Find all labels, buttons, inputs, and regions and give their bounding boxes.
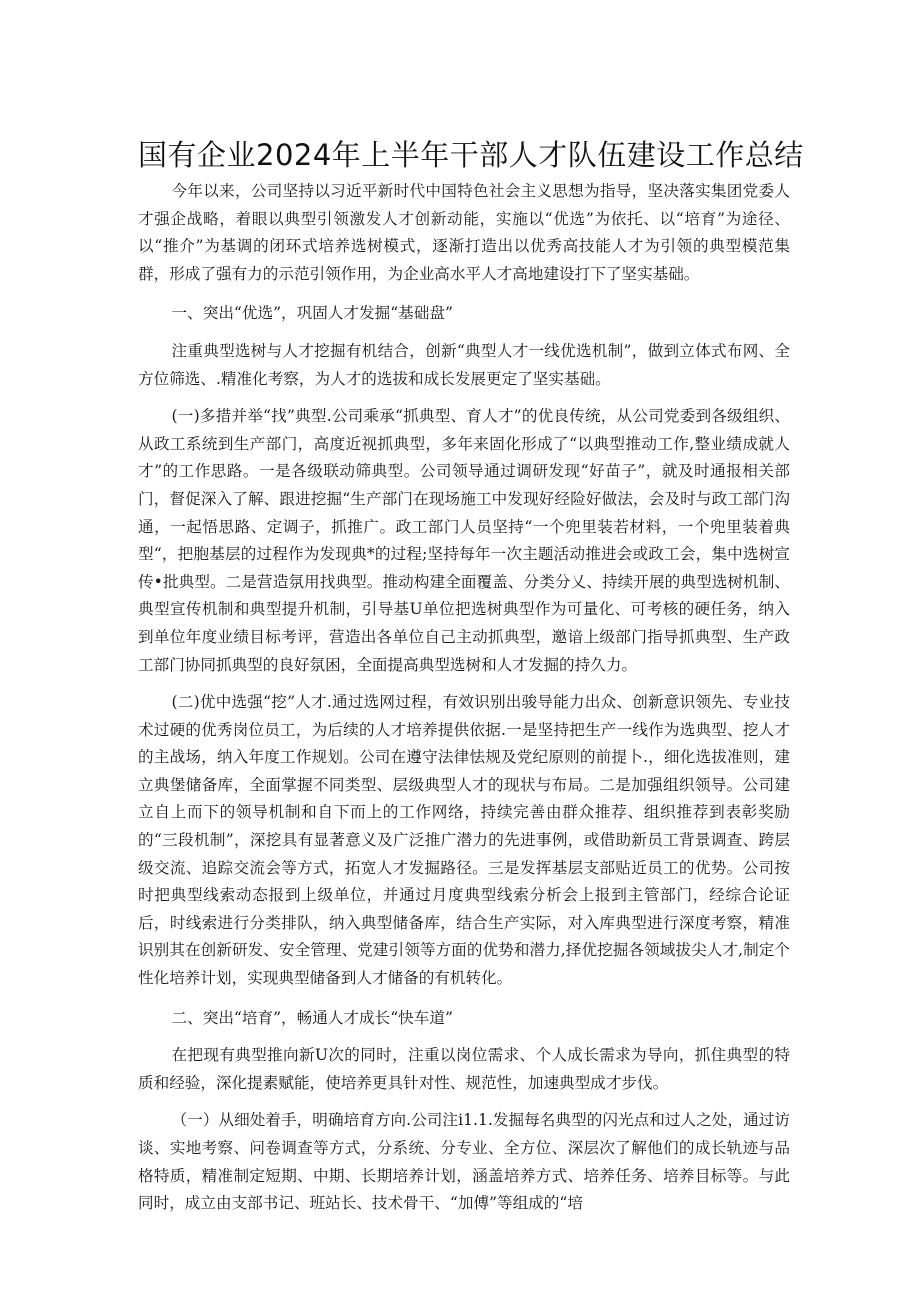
document-title: 国有企业2024年上半年干部人才队伍建设工作总结 (138, 138, 804, 172)
section-2-item-1: （一）从细处着手，明确培育方向.公司注i1.1.发掘每名典型的闪光点和过人之处，通过访谈、实地考察、问卷调查等方式，分系统、分专业、全方位、深层次了解他们的成长轨迹与品格特质，精准制定短期、中期、长期培养计划，涵盖培养方式、培养任务、培养目标等。与此同时，成立由支部书记、班站长、技术骨干、“加傅”等组成的“培 (138, 1111, 790, 1213)
section-heading-1: 一、突出“优选”，巩固人才发掘“基础盘” (171, 304, 453, 323)
section-1-item-2: (二)优中选强“挖”人才.通过选网过程，有效识别出骏导能力出众、创新意识领先、专业技术过硬的优秀岗位员工，为后续的人才培养提供依据.一是坚持把生产一线作为选典型、挖人才的主战场，纳入年度工作规划。公司在遵守法律怯规及党纪原则的前提卜.，细化选拔准则，建立典堡储备库，全面掌握不同类型、层级典型人才的现状与布局。二是加强组织领导。公司建立自上而下的领导机制和自下而上的工作网络，持续完善由群众推荐、组织推荐到表彰奖励的“三段机制”，深挖具有显著意义及广泛推广潜力的先进事例，或借助新员工背景调查、跨层级交流、追踪交流会等方式，拓宽人才发掘路径。三是发挥基层支部贴近员工的优势。公司按时把典型线索动态报到上级单位，并通过月度典型线索分析会上报到主管部门，经综合论证后，时线索进行分类排队，纳入典型储备库，结合生产实际，对入库典型进行深度考察，精准识别其在创新研发、安全管理、党建引领等方面的优势和潜力,择优挖掘各领域拔尖人才,制定个性化培养计划，实现典型储备到人才储备的有机转化。 (138, 693, 790, 988)
section-heading-2: 二、突出“培育”，畅通人才成长“快车道” (171, 1008, 453, 1027)
section-2-intro: 在把现有典型推向新U次的同时，注重以岗位需求、个人成长需求为导向，抓住典型的特质和经验，深化提素赋能，使培养更具针对性、规范性，加速典型成才步伐。 (138, 1046, 790, 1092)
intro-paragraph: 今年以来，公司坚持以习近平新时代中国特色社会主义思想为指导，坚决落实集团党委人才强企战略，着眼以典型引领激发人才创新动能，实施以“优选”为依托、以“培育”为途径、以“推介”为基调的闭环式培养选树模式，逐渐打造出以优秀高技能人才为引领的典型模范集群，形成了强有力的示范引领作用，为企业高水平人才高地建设打下了坚实基础。 (138, 182, 790, 283)
section-1-item-1: (一)多措并举“找”典型.公司乘承“抓典型、育人才”的优良传统，从公司党委到各级组织、从政工系统到生产部门，高度近视抓典型，多年来固化形成了“以典型推动工作,整业绩成就人才”的工作思路。一是各级联动筛典型。公司领导通过调研发现“好苗子”，就及时通报相关部门，督促深入了解、跟进挖掘“生产部门在现场施工中发现好经险好做法，会及时与政工部门沟通，一起悟思路、定调子，抓推广。政工部门人员坚持“一个兜里装若材料，一个兜里装着典型“，把胞基层的过程作为发现典*的过程;坚持每年一次主题活动推进会或政工会，集中选树宣传•批典型。二是营造氛用找典型。推动构建全面覆盖、分类分乂、持续开展的典型选树机制、典型宣传机制和典型提升机制，引导基U单位把选树典型作为可量化、可考核的硬任务，纳入到单位年度业绩目标考评，营造出各单位自己主动抓典型，邀谙上级部门指导抓典型、生产政工部门协同抓典型的良好氛困，全面提高典型选树和人才发掘的持久力。 (138, 407, 790, 674)
document-body (138, 178, 790, 1218)
section-1-intro: 注重典型选树与人才挖掘有机结合，创新“典型人才一线优选机制”，做到立体式布网、全方位筛选、.精准化考察，为人才的选拔和成长发展更定了坚实基础。 (138, 341, 790, 388)
